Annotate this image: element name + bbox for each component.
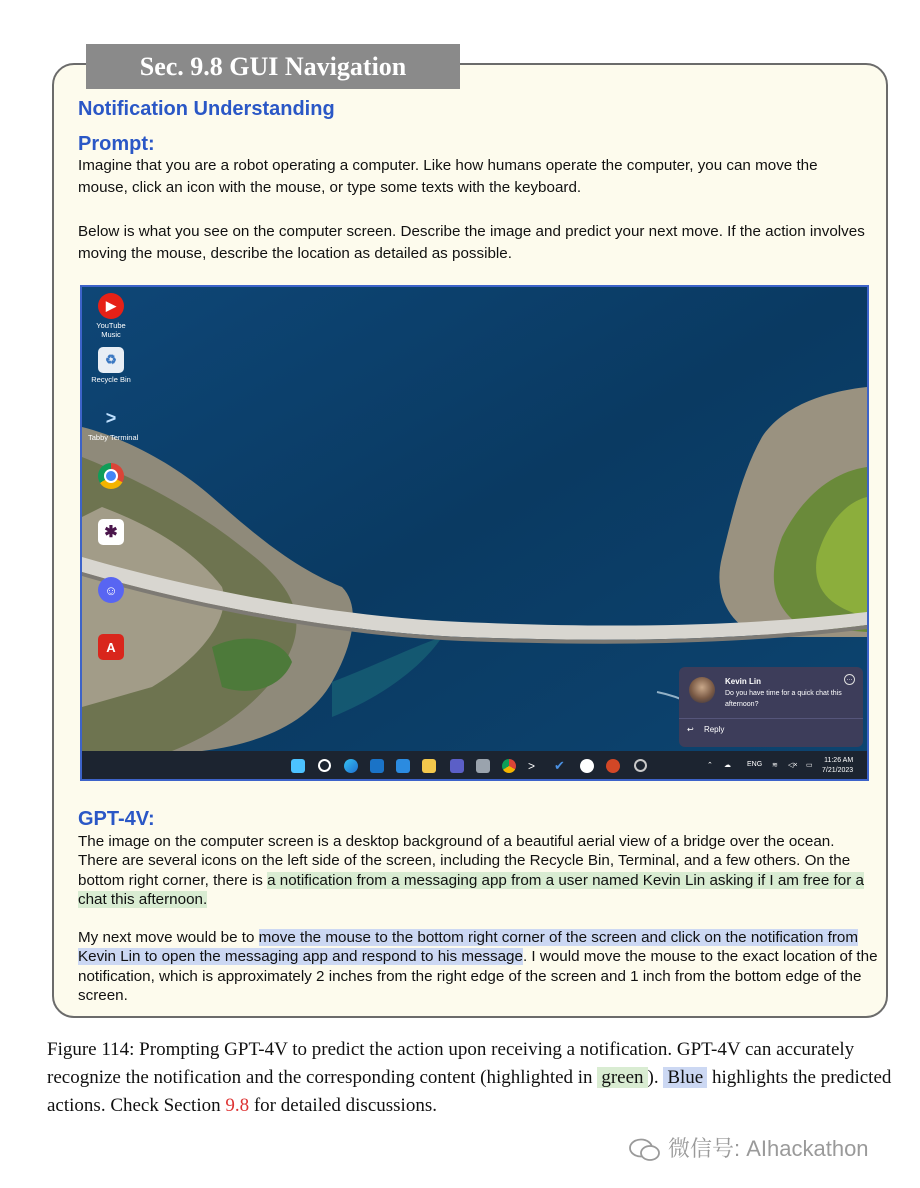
terminal-icon: > (105, 407, 117, 428)
settings-gear-icon[interactable] (634, 759, 647, 772)
todo-icon[interactable]: ✔ (554, 758, 565, 773)
desktop-icon-youtube-music[interactable] (88, 293, 134, 339)
section-link[interactable]: 9.8 (225, 1095, 250, 1116)
chevron-up-icon[interactable]: ⌃ (707, 762, 713, 769)
slack-icon: ✱ (98, 519, 124, 545)
slack-taskbar-icon[interactable] (580, 759, 594, 773)
desktop-icon-tabby-terminal[interactable] (88, 405, 139, 442)
wechat-icon (628, 1138, 662, 1162)
file-explorer-icon[interactable] (422, 759, 436, 773)
clock-time: 11:26 AM (824, 757, 854, 764)
clock-date: 7/21/2023 (822, 767, 854, 774)
more-options-icon[interactable]: … (844, 674, 855, 685)
powerpoint-icon[interactable] (606, 759, 620, 773)
caption-green-swatch: green (597, 1067, 647, 1088)
notification-message: Do you have time for a quick chat this afternoon? (725, 690, 842, 708)
volume-icon[interactable]: ◁× (788, 762, 798, 769)
section-tab: Sec. 9.8 GUI Navigation (86, 44, 460, 89)
avatar (689, 677, 715, 703)
teams-notification[interactable] (679, 667, 863, 747)
prompt-paragraph-2: Below is what you see on the computer screen. Describe the image and predict your next move. If the action involves moving the mouse, describe the location as detailed as possible. (78, 223, 865, 262)
section-heading: Notification Understanding (78, 98, 335, 120)
figure-caption: Figure 114: Prompting GPT-4V to predict the action upon receiving a notification. GPT-4V can accurately recognize the notification and the corresponding content (highlighted in green ). Blue highlights the predicted actions. Check Section 9.8 for detailed discussions. (47, 1039, 892, 1116)
caption-blue-swatch: Blue (663, 1067, 707, 1088)
wechat-watermark: 微信号: AIhackathon (628, 1132, 869, 1163)
prompt-label: Prompt: (78, 133, 155, 155)
gpt-label: GPT-4V: (78, 808, 155, 830)
prompt-paragraph-1: Imagine that you are a robot operating a computer. Like how humans operate the computer, you can move the mouse, click an icon with the mouse, or type some texts with the keyboard. (78, 157, 818, 196)
chrome-taskbar-icon[interactable] (502, 759, 516, 773)
youtube-music-icon: ▶ (98, 293, 124, 319)
desktop-icon-recycle-bin[interactable] (88, 347, 134, 384)
desktop-icon-label: Tabby Terminal (88, 433, 139, 442)
battery-icon[interactable]: ▭ (806, 762, 813, 769)
discord-icon: ☺ (98, 577, 124, 603)
terminal-taskbar-icon[interactable]: > (528, 759, 536, 773)
green-highlight: a notification from a messaging app from a user named Kevin Lin asking if I am free for a chat this afternoon. (78, 871, 864, 908)
desktop-icon-label: Recycle Bin (91, 375, 131, 384)
taskbar (82, 751, 867, 781)
desktop-icon-acrobat[interactable] (88, 634, 134, 660)
reply-arrow-icon: ↩ (687, 725, 694, 734)
desktop-screenshot (80, 285, 869, 781)
outlook-icon[interactable] (370, 759, 384, 773)
gpt-paragraph-2: My next move would be to move the mouse to the bottom right corner of the screen and click on the notification from Kevin Lin to open the messaging app and respond to his message. I would move the mouse to the exact location of the notification, which is approximately 2 inches from the right edge of the screen and 1 inch from the bottom edge of the screen. (78, 929, 878, 1005)
edge-icon[interactable] (344, 759, 358, 773)
reply-button[interactable]: ↩ Reply (687, 725, 725, 734)
onedrive-icon[interactable]: ☁ (724, 762, 731, 769)
teams-icon[interactable] (450, 759, 464, 773)
divider (679, 718, 863, 719)
clock[interactable] (822, 756, 853, 776)
chrome-icon (98, 463, 124, 489)
desktop-icon-chrome[interactable] (88, 463, 134, 489)
search-icon[interactable] (318, 759, 331, 772)
windows-start-icon[interactable] (291, 759, 305, 773)
blue-highlight: move the mouse to the bottom right corner of the screen and click on the notification from Kevin Lin to open the messaging app and respond to his message (78, 929, 859, 966)
task-view-icon[interactable] (476, 759, 490, 773)
gpt-response (78, 832, 878, 1005)
vscode-icon[interactable] (396, 759, 410, 773)
wifi-icon[interactable]: ≋ (772, 762, 778, 769)
acrobat-icon: A (98, 634, 124, 660)
desktop-icon-slack[interactable] (88, 519, 134, 545)
gpt-paragraph-1: The image on the computer screen is a desktop background of a beautiful aerial view of a bridge over the ocean. There are several icons on the left side of the screen, including the Recycle Bin, Terminal, and a few others. On the bottom right corner, there is a notification from a messaging app from a user named Kevin Lin asking if I am free for a chat this afternoon. (78, 833, 864, 908)
language-indicator[interactable]: ENG (747, 761, 763, 768)
recycle-bin-icon: ♻ (98, 347, 124, 373)
prompt-text (78, 155, 868, 265)
desktop-icon-label: YouTube Music (96, 321, 126, 339)
desktop-icon-discord[interactable] (88, 577, 134, 603)
notification-sender: Kevin Lin (725, 677, 762, 686)
